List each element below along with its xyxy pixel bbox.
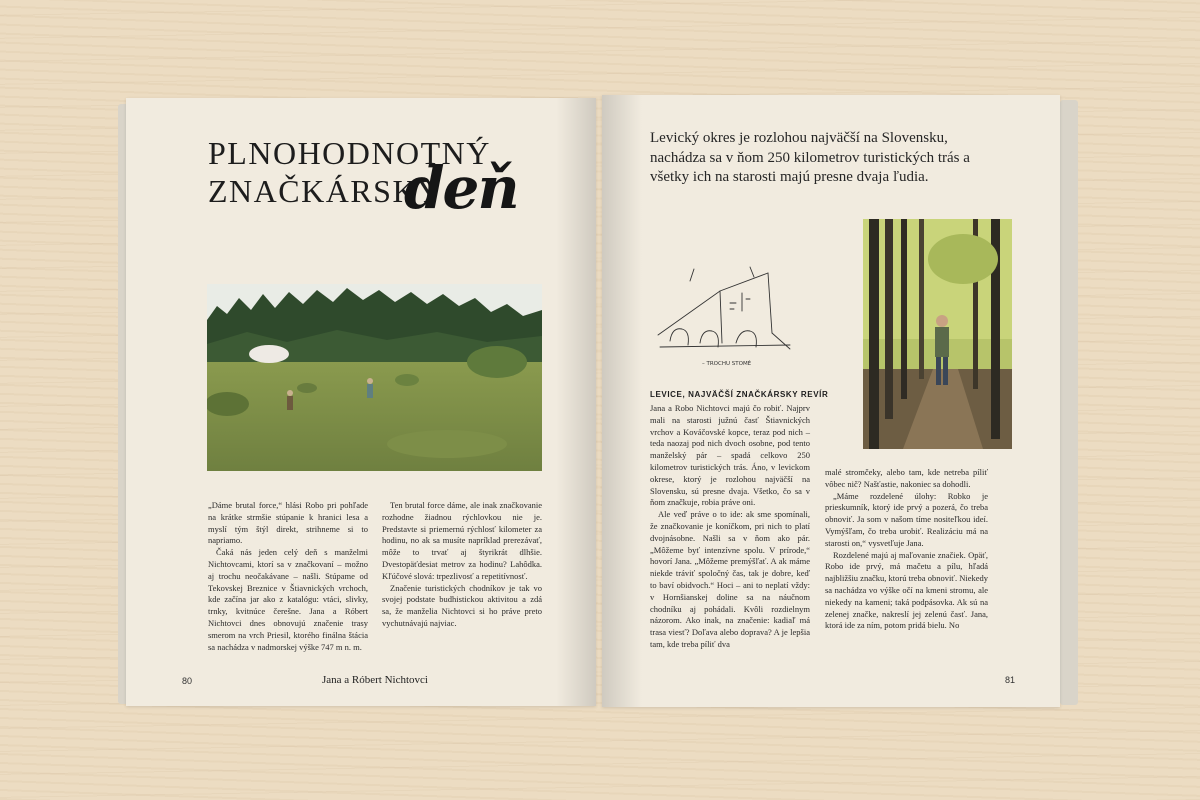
left-page: [126, 98, 596, 706]
pen-sketch: [650, 263, 800, 375]
gutter-shadow: [602, 95, 642, 707]
sketch-caption: – TROCHU STOMÉ: [702, 361, 752, 367]
right-page-stack: [1060, 100, 1078, 705]
lead-paragraph: Levický okres je rozlohou najväčší na Slovensku, nachádza sa v ňom 250 kilometrov turistických trás a všetky ich na starosti majú presne dvaja ľudia.: [650, 130, 970, 185]
paragraph: „Dáme brutal force,“ hlási Robo pri pohľade na krátke strmšie stúpanie k hranici lesa a myslí tým štýl direkt, strihneme si to napriamo.: [208, 500, 368, 546]
meadow-illustration: [207, 284, 542, 471]
paragraph: Jana a Robo Nichtovci majú čo robiť. Najprv mali na starosti južnú časť Štiavnických vrchov a Kováčovské kopce, teraz pod nich – teda naozaj pod nich dvoch osobne, pod tento manželský pár – spadá celkovo 250 kilometrov turistických trás. Áno, v levickom okrese, ktorý je rozlohou najväčší na Slovensku, sú presne dvaja. Všetko, čo sa v ňom značkuje, robia práve oni.: [650, 403, 810, 508]
title-script-word: deň: [404, 154, 518, 222]
paragraph: „Máme rozdelené úlohy: Robko je prieskumník, ktorý ide prvý a pozerá, čo treba obnoviť. Ja som v našom tíme nositeľkou ideí. Vymýšľam, čo treba urobiť. Realizáciu má na starosti on,“ vysvetľuje Jana.: [825, 490, 988, 548]
paragraph: Ten brutal force dáme, ale inak značkovanie rozhodne žiadnou rýchlovkou nie je. Predstavte si priemernú rýchlosť kilometer za hodinu, no ak sa musíte napríklad prerezávať, môže to trvať aj štyrikrát dlhšie. Dvestopäťdesiat metrov za hodinu? Lahôdka. Kľúčové slová: trpezlivosť a repetitívnosť.: [382, 500, 542, 581]
page-number-left: 80: [182, 676, 193, 686]
gutter-shadow: [556, 98, 596, 706]
right-column-2: [825, 467, 988, 632]
paragraph: malé stromčeky, alebo tam, kde netreba píliť vôbec nič? Našťastie, nakoniec sa dohodli.: [825, 467, 988, 489]
page-number-right: 81: [1005, 675, 1016, 685]
running-head: Jana a Róbert Nichtovci: [322, 674, 428, 686]
paragraph: Čaká nás jeden celý deň s manželmi Nichtovcami, ktorí sa v značkovaní – možno aj trochu neočakávane – našli. Stúpame od Tekovskej Breznice v Štiavnických vrchoch, kde začína jar ako z katalógu: vtáci, slivky, trnky, kvitnúce čerešne. Jana a Róbert Nichtovci dnes obnovujú značenie trasy smerom na vrch Priesil, ktorého finálna štácia sa nachádza v nadmorskej výške 747 m n. m.: [208, 547, 368, 652]
right-page: [602, 95, 1060, 707]
paragraph: Rozdelené majú aj maľovanie značiek. Opäť, Robo ide prvý, má mačetu a pílu, hľadá najbližšiu značku, ktorú treba obnoviť. Niekedy sa nachádza vo výške očí na kmeni stromu, ale niekedy na kameni; taká podpásovka. Ak sú na zelenej značke, nakreslí jej zelenú časť. Jana, ktorá ide za ním, potom pridá bielu. No: [825, 549, 988, 631]
sketch-drawing: [650, 263, 800, 375]
meadow-photo: [207, 284, 542, 471]
forest-photo: [863, 219, 1012, 449]
paragraph: Ale veď práve o to ide: ak sme spomínali, že značkovanie je koníčkom, pri nich to platí dvojnásobne. Našli sa v ňom ako pár. „Môžeme byť intenzívne spolu. V prírode,“ hovorí Jana. „Môžeme premýšľať. A ak máme niekde tráviť spoločný čas, tak je dobre, keď to baví obidvoch.“ Hoci – ani to neplatí vždy: v Hornšianskej doline sa na náučnom chodníku aj pohádali. Kvôli rozdielnym názorom. Ako inak, na značenie: kadiaľ má trasa viesť? Doľava alebo doprava? A je lepšia tam, kde treba píliť dva: [650, 509, 810, 649]
section-subhead: LEVICE, NAJVÄČŠÍ ZNAČKÁRSKY REVÍR: [650, 390, 829, 399]
left-column-2: [382, 500, 542, 630]
right-column-1: [650, 403, 810, 651]
title-line-1: PLNOHODNOTNÝ: [208, 135, 491, 171]
paragraph: Značenie turistických chodníkov je tak vo svojej podstate budhistickou aktivitou a zdá sa, že manželia Nichtovci si ho práve preto vychutnávajú najviac.: [382, 582, 542, 628]
left-column-1: [208, 500, 368, 653]
forest-illustration: [863, 219, 1012, 449]
title-line-2: ZNAČKÁRSKY: [208, 173, 442, 209]
